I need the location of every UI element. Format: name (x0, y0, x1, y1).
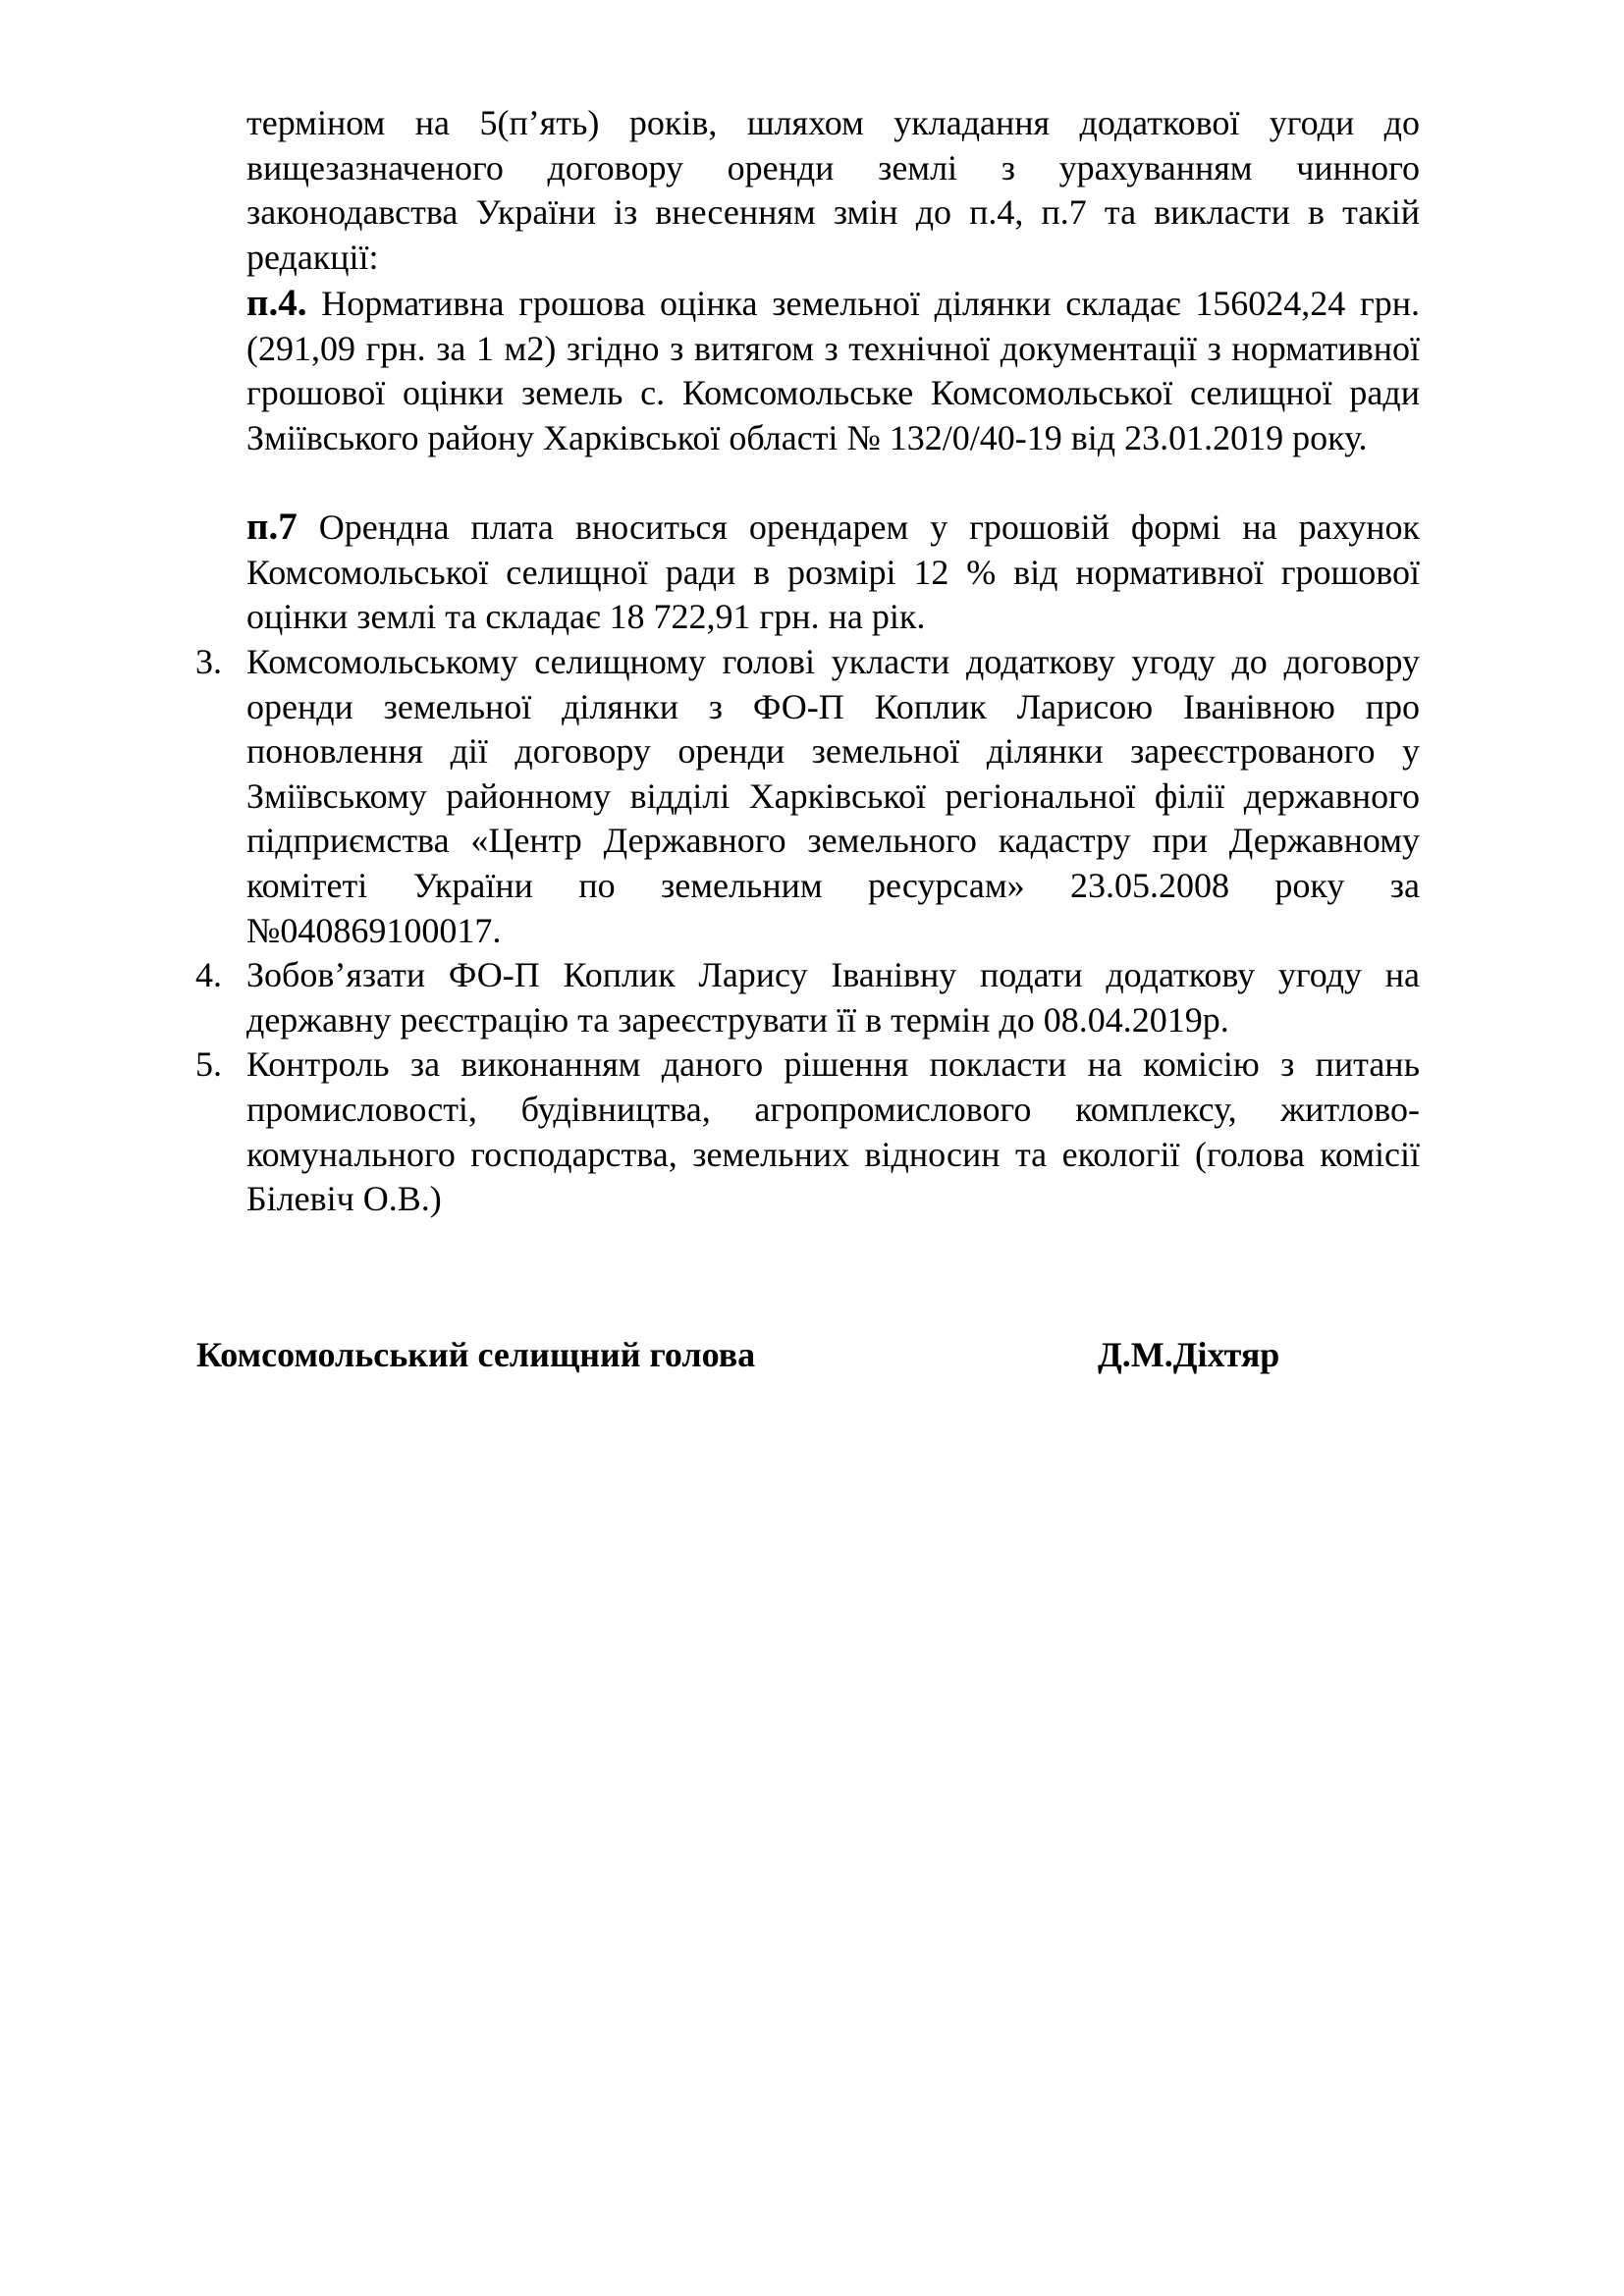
clause-7 (246, 505, 1420, 640)
list-item-4 (195, 953, 1420, 1042)
intro-paragraph: терміном на 5(п’ять) років, шляхом укладання додаткової угоди до вищезазначеного договору оренди землі з урахуванням чинного законодавства України із внесенням змін до п.4, п.7 та викласти в такій редакції: (246, 103, 1420, 277)
clause-7-label: п.7 (246, 506, 298, 548)
clause-4 (246, 281, 1420, 460)
list-item-text: Контроль за виконанням даного рішення покласти на комісію з питань промисловості, будівництва, агропромислового комплексу, житлово-комунального господарства, земельних відносин та екології (голова комісії Білевіч О.В.) (246, 1044, 1420, 1219)
signatory-name: Д.М.Діхтяр (1098, 1335, 1280, 1374)
list-item-5 (195, 1042, 1420, 1221)
clause-4-text: Нормативна грошова оцінка земельної ділянки складає 156024,24 грн. (291,09 грн. за 1 м2) згідно з витягом з технічної документації з нормативної грошової оцінки земель с. Комсомольське Комсомольської селищної ради Зміївського району Харківської області № 132/0/40-19 від 23.01.2019 року. (246, 284, 1420, 457)
list-item-3 (195, 640, 1420, 953)
clause-4-label: п.4. (246, 282, 307, 324)
signatory-title: Комсомольський селищний голова (196, 1335, 756, 1374)
clause-7-text: Орендна плата вноситься орендарем у грошовій формі на рахунок Комсомольської селищної ради в розмірі 12 % від нормативної грошової оцінки землі та складає 18 722,91 грн. на рік. (246, 507, 1420, 637)
list-item-number: 5. (195, 1044, 222, 1085)
list-item-number: 4. (195, 955, 222, 995)
list-item-number: 3. (195, 642, 222, 681)
list-item-text: Комсомольському селищному голові укласти додаткову угоду до договору оренди земельної ділянки з ФО-П Коплик Ларисою Іванівною про поновлення дії договору оренди земельної ділянки зареєстрованого у Зміївському районному відділі Харківської регіональної філії державного підприємства «Центр Державного земельного кадастру при Державному комітеті України по земельним ресурсам» 23.05.2008 року за №040869100017. (246, 642, 1420, 950)
list-item-text: Зобов’язати ФО-П Коплик Ларису Іванівну подати додаткову угоду на державну реєстрацію та зареєструвати її в термін до 08.04.2019р. (246, 955, 1420, 1040)
numbered-list (195, 640, 1420, 1222)
